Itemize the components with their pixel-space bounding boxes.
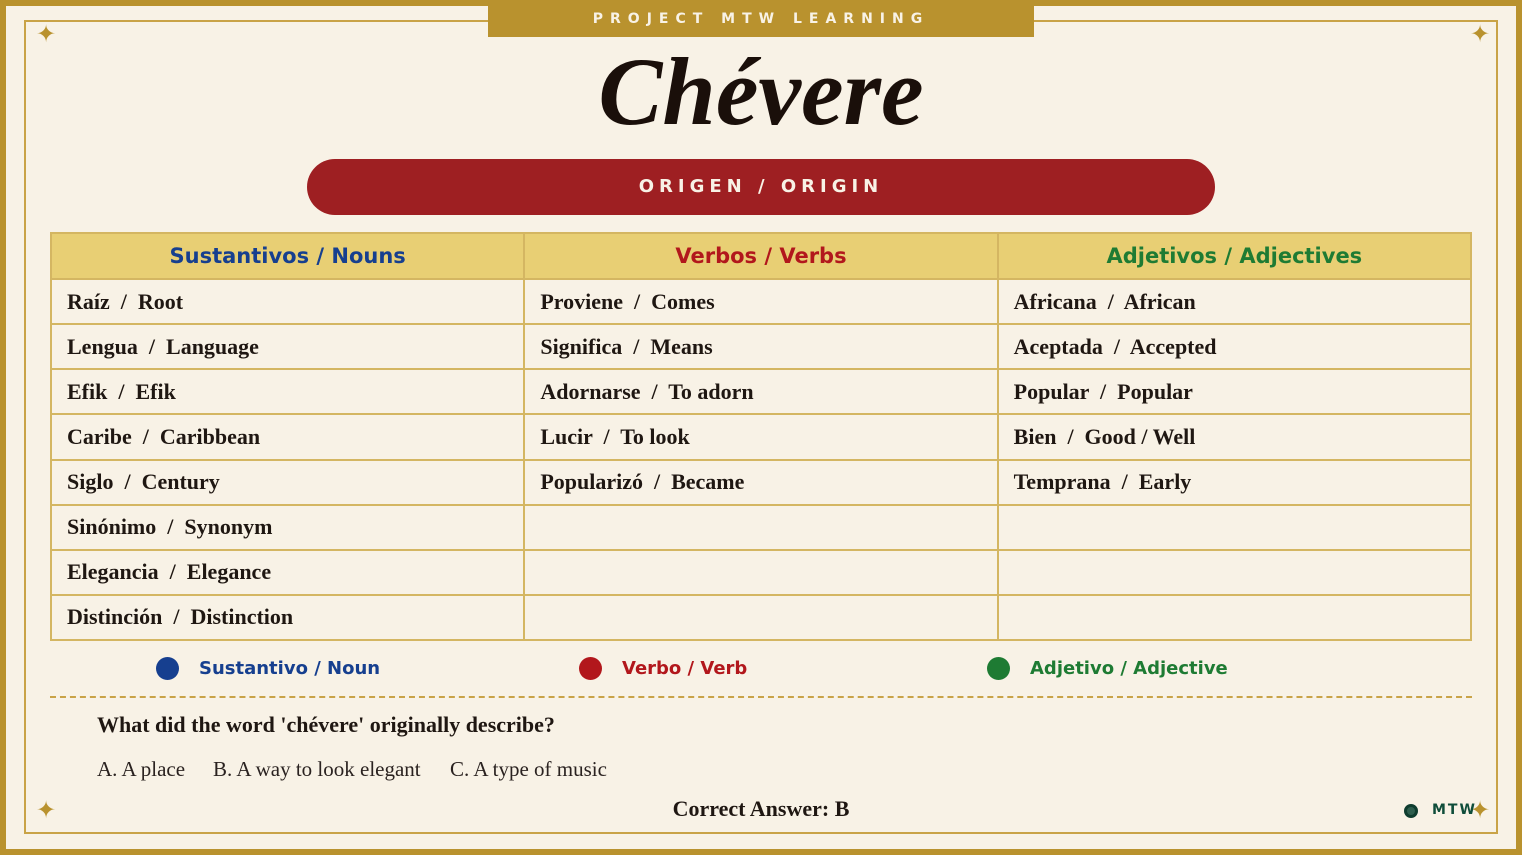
sparkle-icon: ✦ (1470, 20, 1491, 48)
sparkle-icon: ✦ (36, 20, 57, 48)
brand-banner: PROJECT MTW LEARNING (488, 0, 1034, 37)
quiz-option-c: C. A type of music (450, 757, 607, 781)
adjective-cell: Bien / Good / Well (998, 414, 1471, 459)
section-banner: ORIGEN / ORIGIN (307, 159, 1215, 215)
table-row (51, 279, 1471, 324)
noun-cell: Raíz / Root (51, 279, 524, 324)
table-row (51, 369, 1471, 414)
table-row (51, 460, 1471, 505)
table-row (51, 505, 1471, 550)
divider (50, 696, 1472, 698)
sparkle-icon: ✦ (1470, 796, 1491, 824)
correct-answer: Correct Answer: B (672, 796, 850, 821)
quiz-option-b: B. A way to look elegant (213, 757, 421, 781)
adjective-cell (998, 595, 1471, 640)
verb-cell (524, 595, 997, 640)
verb-cell: Proviene / Comes (524, 279, 997, 324)
noun-legend-label: Sustantivo / Noun (199, 658, 381, 679)
adjective-cell (998, 550, 1471, 595)
adjective-legend-label: Adjetivo / Adjective (1030, 658, 1228, 679)
verb-legend-dot (579, 657, 602, 680)
table-header-row (51, 233, 1471, 279)
noun-cell: Distinción / Distinction (51, 595, 524, 640)
table-row (51, 324, 1471, 369)
footer-logo-text: MTW (1432, 802, 1477, 818)
adjective-cell: Popular / Popular (998, 369, 1471, 414)
noun-cell: Sinónimo / Synonym (51, 505, 524, 550)
table-row (51, 550, 1471, 595)
table-row (51, 414, 1471, 459)
header-verbs: Verbos / Verbs (524, 233, 997, 279)
adjective-cell: Aceptada / Accepted (998, 324, 1471, 369)
noun-cell: Efik / Efik (51, 369, 524, 414)
sparkle-icon: ✦ (36, 796, 57, 824)
table-row (51, 595, 1471, 640)
adjective-cell: Temprana / Early (998, 460, 1471, 505)
adjective-cell (998, 505, 1471, 550)
page-title: Chévere (598, 38, 924, 145)
verb-cell (524, 505, 997, 550)
noun-cell: Elegancia / Elegance (51, 550, 524, 595)
verb-cell: Significa / Means (524, 324, 997, 369)
header-nouns: Sustantivos / Nouns (51, 233, 524, 279)
verb-cell: Lucir / To look (524, 414, 997, 459)
verb-cell (524, 550, 997, 595)
mtw-logo-icon (1404, 804, 1418, 818)
quiz-option-a: A. A place (97, 757, 186, 781)
noun-legend-dot (156, 657, 179, 680)
verb-legend-label: Verbo / Verb (622, 658, 748, 679)
vocabulary-table (50, 232, 1472, 641)
noun-cell: Caribe / Caribbean (51, 414, 524, 459)
verb-cell: Adornarse / To adorn (524, 369, 997, 414)
header-adjectives: Adjetivos / Adjectives (998, 233, 1471, 279)
quiz-question: What did the word 'chévere' originally describe? (97, 712, 555, 737)
adjective-legend-dot (987, 657, 1010, 680)
noun-cell: Lengua / Language (51, 324, 524, 369)
adjective-cell: Africana / African (998, 279, 1471, 324)
verb-cell: Popularizó / Became (524, 460, 997, 505)
noun-cell: Siglo / Century (51, 460, 524, 505)
